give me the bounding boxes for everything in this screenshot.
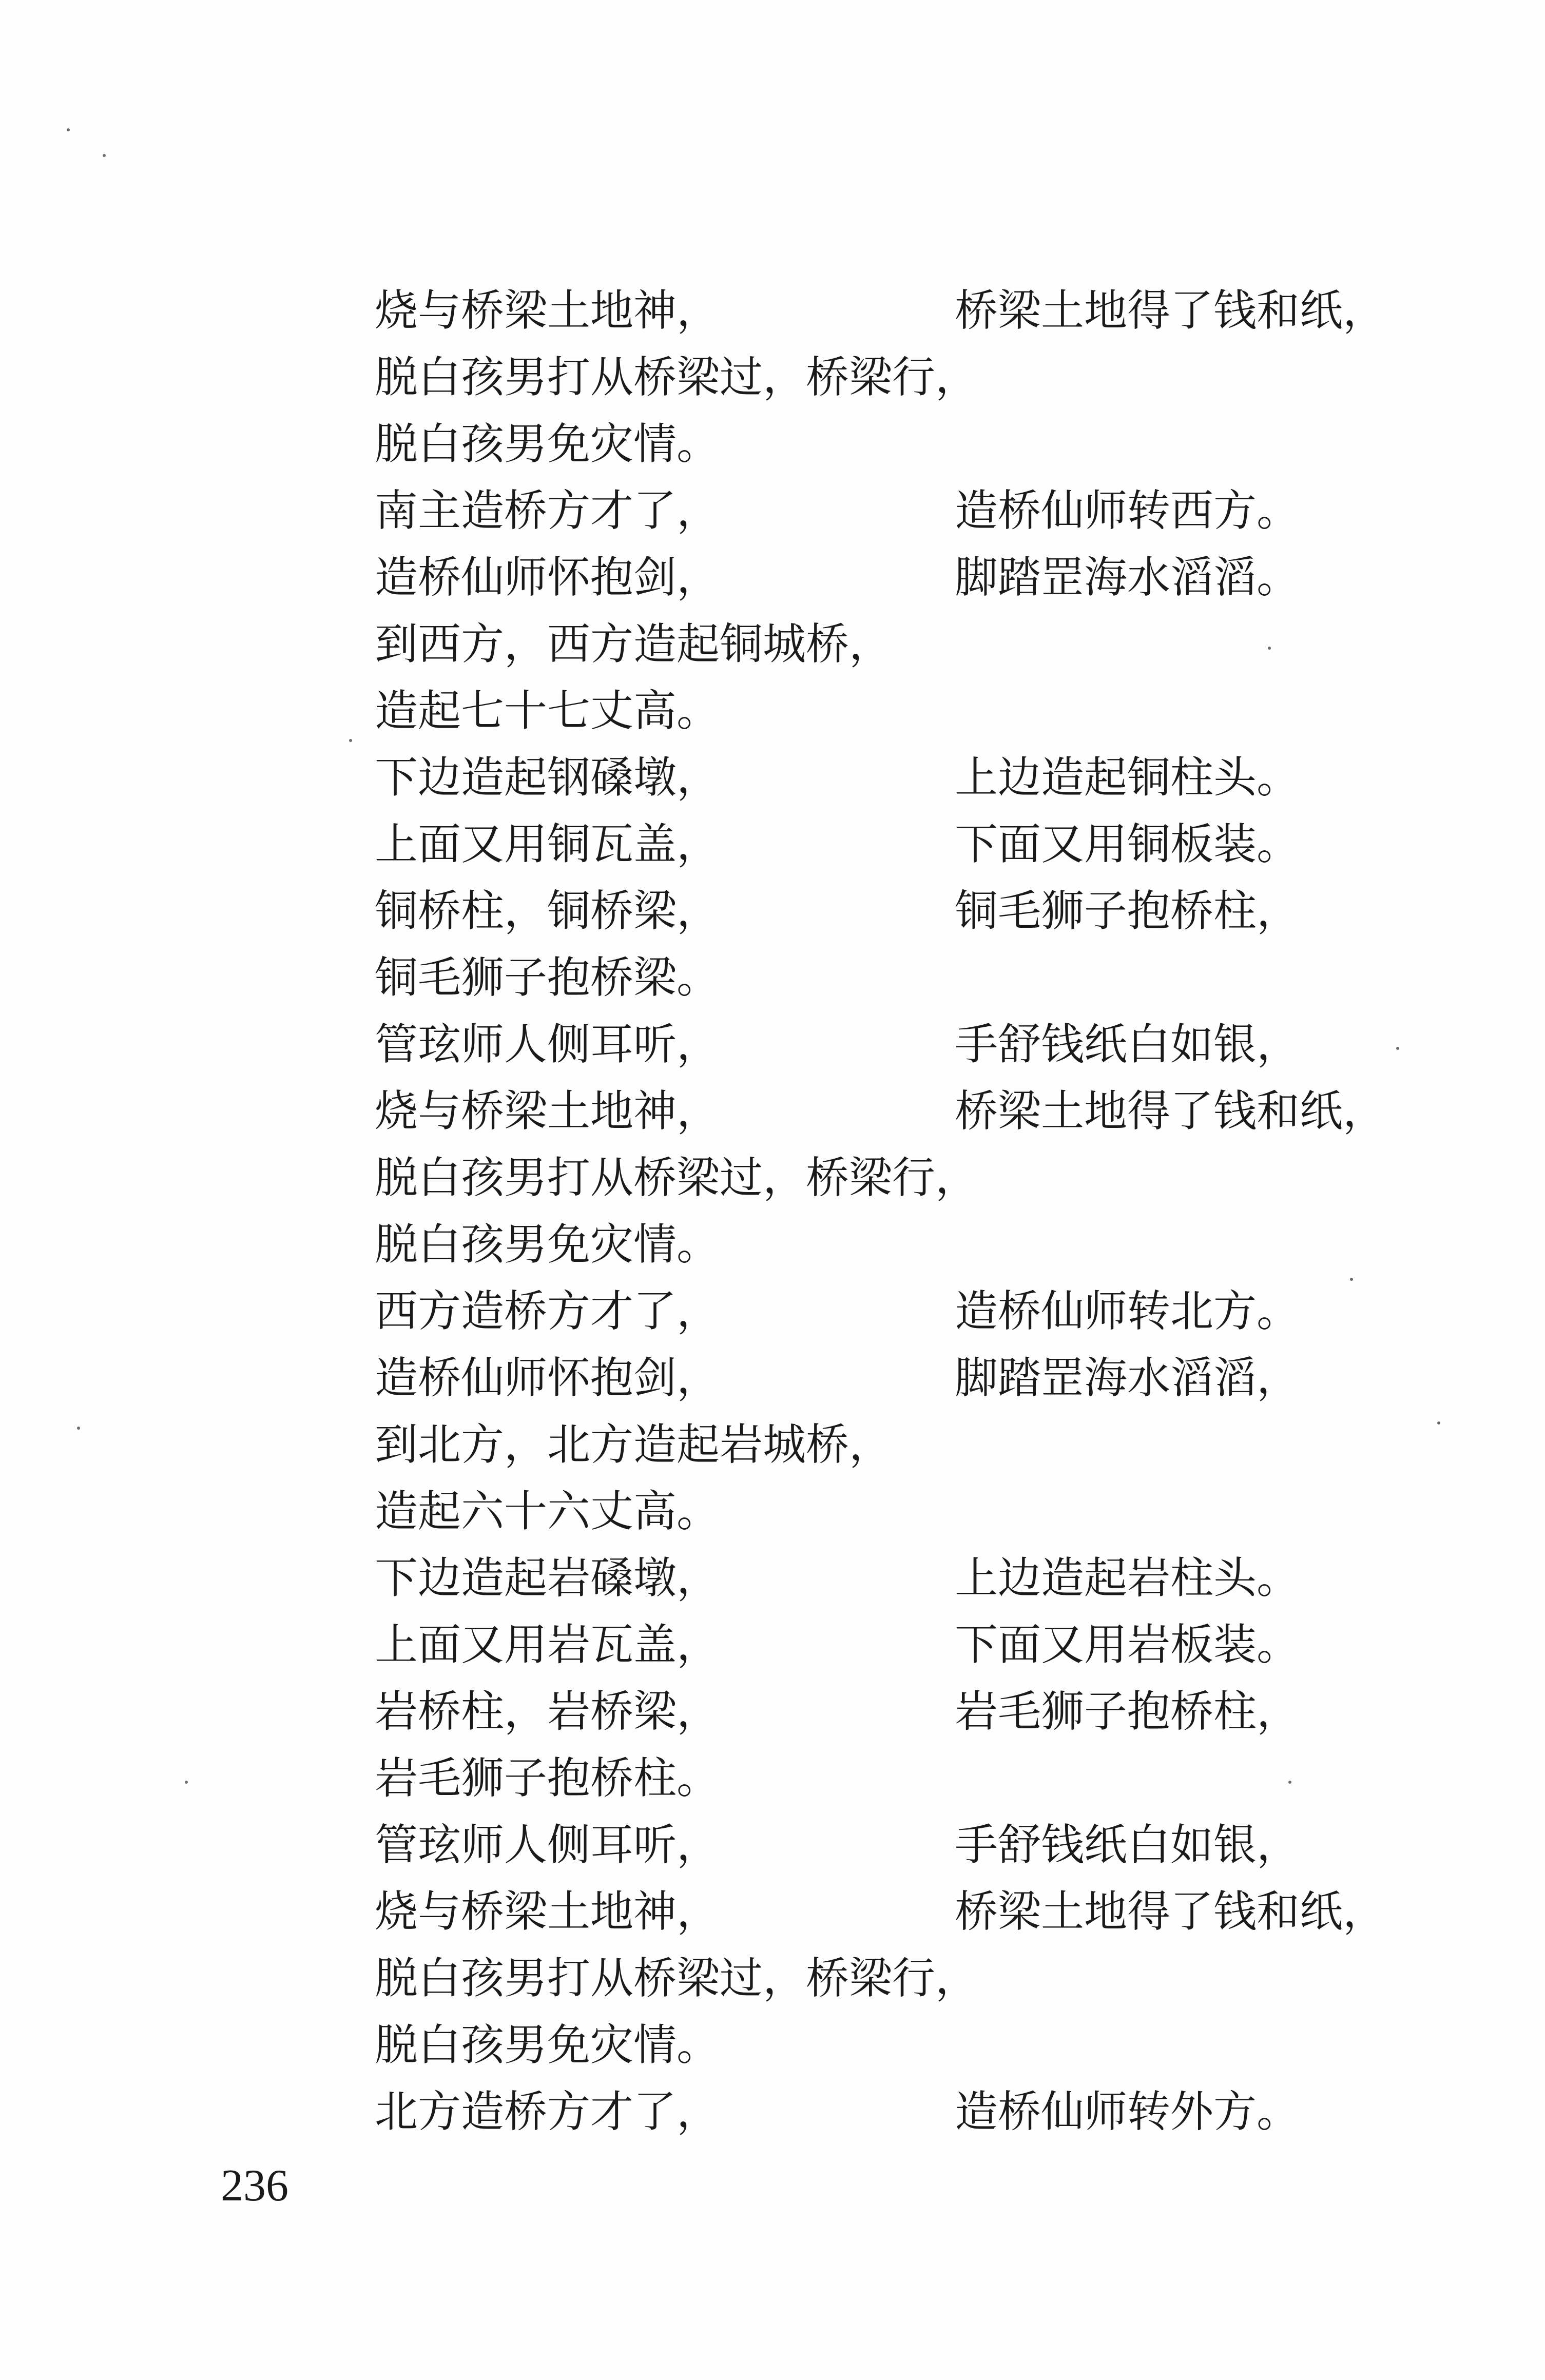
verse-left: 脱白孩男免灾情。 [375, 419, 720, 469]
verse-right: 岩毛狮子抱桥柱， [955, 1686, 1300, 1737]
verse-right: 造桥仙师转西方。 [955, 485, 1300, 536]
verse-line [375, 1611, 1422, 1678]
verse-left: 烧与桥梁土地神， [375, 285, 720, 336]
verse-left: 铜桥柱，铜桥梁， [375, 886, 720, 936]
scan-speck [1268, 647, 1271, 650]
verse-right: 造桥仙师转北方。 [955, 1286, 1300, 1336]
verse-line [375, 277, 1422, 344]
scan-speck [1437, 1421, 1440, 1425]
verse-line [375, 1678, 1422, 1745]
verse-left: 铜毛狮子抱桥梁。 [375, 952, 720, 1003]
scan-speck [1350, 1278, 1353, 1281]
verse-left: 造桥仙师怀抱剑， [375, 1353, 720, 1403]
verse-line [375, 811, 1422, 877]
verse-line [375, 1745, 1422, 1811]
scan-speck [67, 128, 70, 131]
scan-speck [349, 739, 352, 742]
verse-right: 造桥仙师转外方。 [955, 2086, 1300, 2137]
verse-line [375, 1411, 1422, 1478]
verse-line [375, 944, 1422, 1011]
verse-left: 脱白孩男免灾情。 [375, 2020, 720, 2070]
verse-left: 下边造起岩磉墩， [375, 1553, 720, 1603]
verse-right: 脚踏罡海水滔滔， [955, 1353, 1300, 1403]
verse-line [375, 1545, 1422, 1611]
verse-right: 桥梁土地得了钱和纸， [955, 1886, 1386, 1937]
verse-right: 上边造起铜柱头。 [955, 752, 1300, 803]
verse-line [375, 2078, 1422, 2145]
verse-left: 北方造桥方才了， [375, 2086, 720, 2137]
verse-left: 烧与桥梁土地神， [375, 1886, 720, 1937]
verse-right: 手舒钱纸白如银， [955, 1019, 1300, 1069]
page-number: 236 [221, 2161, 288, 2211]
verse-block [375, 277, 1422, 2145]
verse-right: 铜毛狮子抱桥柱， [955, 886, 1300, 936]
verse-line [375, 677, 1422, 744]
scan-speck [1396, 1047, 1399, 1050]
verse-line [375, 1478, 1422, 1545]
verse-line [375, 1945, 1422, 2012]
verse-line [375, 1078, 1422, 1144]
verse-line [375, 544, 1422, 611]
verse-line [375, 744, 1422, 811]
verse-line [375, 1011, 1422, 1078]
verse-left: 上面又用岩瓦盖， [375, 1620, 720, 1670]
verse-left: 岩毛狮子抱桥柱。 [375, 1753, 720, 1803]
verse-line [375, 1344, 1422, 1411]
verse-line [375, 1811, 1422, 1878]
verse-line [375, 2012, 1422, 2078]
verse-line [375, 611, 1422, 677]
verse-right: 下面又用铜板装。 [955, 819, 1300, 869]
verse-left: 岩桥柱，岩桥梁， [375, 1686, 720, 1737]
verse-left: 上面又用铜瓦盖， [375, 819, 720, 869]
verse-left: 脱白孩男打从桥梁过，桥梁行， [375, 1153, 979, 1203]
verse-line [375, 1211, 1422, 1278]
scan-speck [185, 1781, 188, 1784]
verse-left: 到西方，西方造起铜城桥， [375, 619, 893, 669]
verse-left: 造起六十六丈高。 [375, 1486, 720, 1536]
verse-left: 西方造桥方才了， [375, 1286, 720, 1336]
verse-left: 管玹师人侧耳听， [375, 1019, 720, 1069]
verse-left: 管玹师人侧耳听， [375, 1820, 720, 1870]
verse-right: 桥梁土地得了钱和纸， [955, 1086, 1386, 1136]
verse-line [375, 877, 1422, 944]
verse-right: 手舒钱纸白如银， [955, 1820, 1300, 1870]
verse-left: 下边造起钢磉墩， [375, 752, 720, 803]
verse-left: 造桥仙师怀抱剑， [375, 552, 720, 602]
verse-right: 脚踏罡海水滔滔。 [955, 552, 1300, 602]
scan-speck [1288, 1781, 1291, 1784]
verse-left: 脱白孩男打从桥梁过，桥梁行， [375, 1953, 979, 2003]
verse-left: 烧与桥梁土地神， [375, 1086, 720, 1136]
scan-speck [77, 1427, 80, 1430]
verse-left: 脱白孩男打从桥梁过，桥梁行， [375, 352, 979, 402]
verse-line [375, 411, 1422, 477]
verse-line [375, 344, 1422, 411]
verse-right: 上边造起岩柱头。 [955, 1553, 1300, 1603]
verse-right: 下面又用岩板装。 [955, 1620, 1300, 1670]
scan-speck [103, 154, 106, 157]
verse-line [375, 1278, 1422, 1344]
verse-line [375, 1144, 1422, 1211]
verse-right: 桥梁土地得了钱和纸， [955, 285, 1386, 336]
verse-left: 到北方，北方造起岩城桥， [375, 1419, 893, 1470]
verse-line [375, 477, 1422, 544]
verse-left: 造起七十七丈高。 [375, 686, 720, 736]
verse-left: 脱白孩男免灾情。 [375, 1219, 720, 1270]
verse-left: 南主造桥方才了， [375, 485, 720, 536]
verse-line [375, 1878, 1422, 1945]
